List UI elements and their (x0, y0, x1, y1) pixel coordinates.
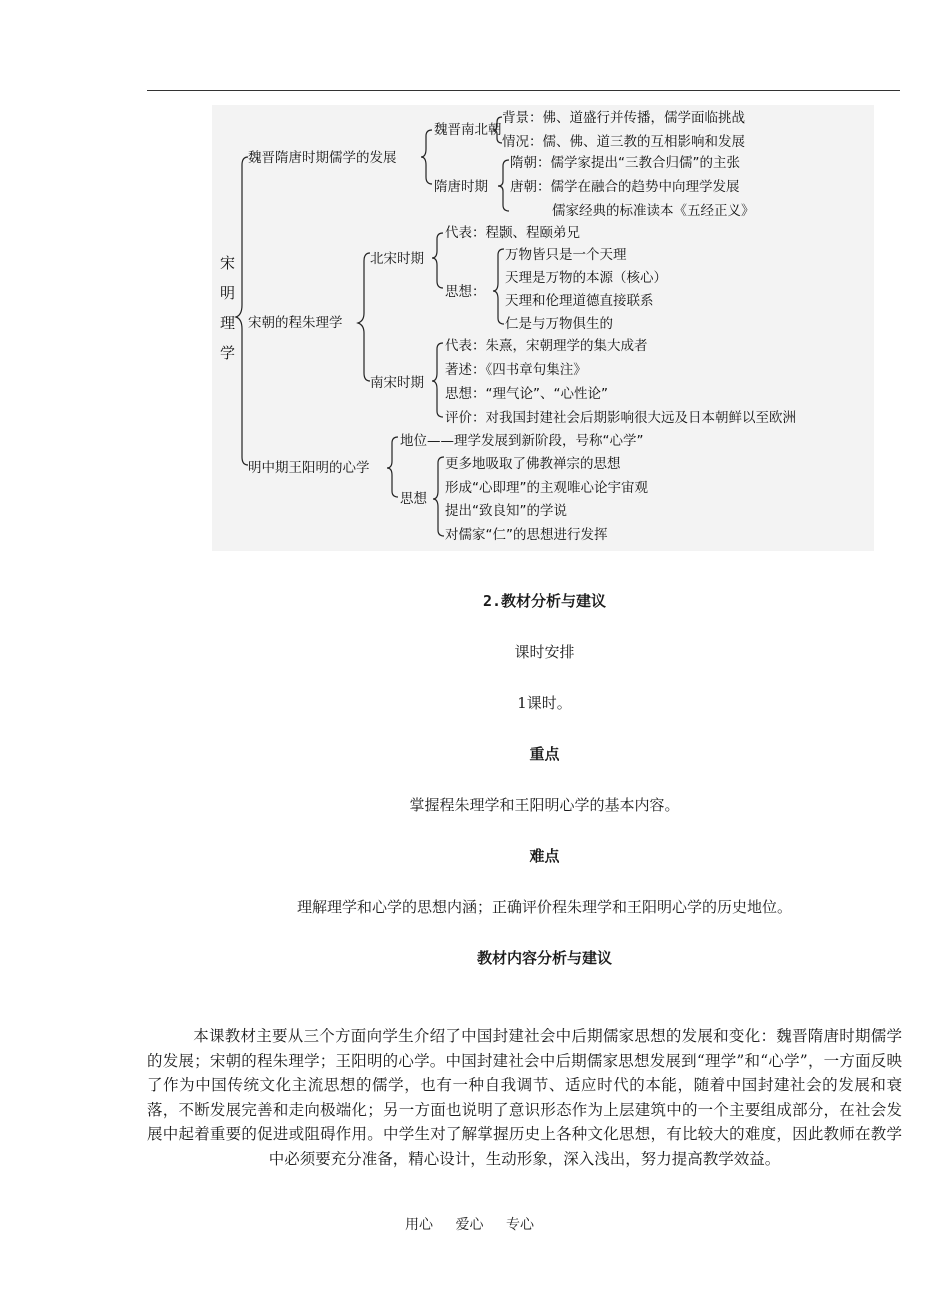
thought-text: 更多地吸取了佛教禅宗的思想 (445, 456, 621, 472)
branch3-brace (387, 437, 398, 497)
detail-text: 唐朝：儒学在融合的趋势中向理学发展 (510, 179, 740, 195)
detail-text: 背景：佛、道盛行并传播，儒学面临挑战 (502, 110, 745, 126)
branch2-brace (358, 253, 370, 381)
analysis-paragraph (147, 1024, 902, 1171)
header-rule (147, 90, 900, 91)
sub-brace (432, 233, 443, 288)
section-title: 2.教材分析与建议 (482, 592, 607, 610)
thought-text: 仁是与万物俱生的 (505, 316, 613, 332)
difficulty-label: 难点 (529, 847, 560, 865)
root-char: 明 (220, 284, 236, 302)
analysis-label: 教材内容分析与建议 (476, 949, 612, 967)
branch-label: 宋朝的程朱理学 (248, 315, 343, 331)
concept-diagram-svg (212, 105, 874, 551)
sub-brace (432, 343, 443, 417)
thought-brace (493, 249, 504, 324)
schedule-label: 课时安排 (514, 643, 575, 661)
difficulty-text: 理解理学和心学的思想内涵；正确评价程朱理学和王阳明心学的历史地位。 (296, 898, 792, 916)
thought-text: 天理和伦理道德直接联系 (505, 293, 654, 309)
footer (147, 1214, 792, 1234)
detail-text: 思想： (445, 284, 486, 300)
detail-text: 著述：《四书章句集注》 (445, 362, 587, 378)
detail-text: 思想：“理气论”、“心性论” (445, 386, 608, 402)
sub-label: 北宋时期 (370, 251, 424, 267)
thought-brace (433, 457, 444, 536)
key-text: 掌握程朱理学和王阳明心学的基本内容。 (409, 796, 680, 814)
thought-text: 天理是万物的本源（核心） (505, 270, 667, 286)
sub-label: 隋唐时期 (434, 179, 488, 195)
detail-text: 评价：对我国封建社会后期影响很大远及日本朝鲜以至欧洲 (445, 410, 796, 426)
root-char: 宋 (220, 254, 236, 272)
concept-diagram (212, 105, 874, 551)
detail-text: 地位——理学发展到新阶段，号称“心学” (400, 433, 644, 449)
detail-text: 儒家经典的标准读本《五经正义》 (552, 203, 755, 219)
thought-text: 万物皆只是一个天理 (505, 247, 627, 263)
branch1-brace (421, 130, 432, 184)
key-label: 重点 (529, 745, 560, 763)
detail-text: 隋朝：儒学家提出“三教合归儒”的主张 (510, 155, 740, 171)
schedule-value: 1课时。 (517, 694, 572, 712)
sub-label: 魏晋南北朝 (434, 122, 502, 138)
sub-brace (498, 160, 509, 211)
main-brace (236, 157, 248, 465)
detail-text: 情况：儒、佛、道三教的互相影响和发展 (502, 134, 745, 150)
footer-word: 专心 (505, 1217, 534, 1233)
branch-label: 明中期王阳明的心学 (248, 460, 370, 476)
detail-text: 代表：程颢、程颐弟兄 (445, 225, 580, 241)
detail-text: 代表：朱熹，宋朝理学的集大成者 (445, 338, 648, 354)
thought-text: 形成“心即理”的主观唯心论宇宙观 (445, 480, 648, 496)
footer-word: 用心 (405, 1217, 434, 1233)
thought-text: 提出“致良知”的学说 (445, 503, 567, 519)
thought-text: 对儒家“仁”的思想进行发挥 (445, 527, 608, 543)
footer-word: 爱心 (455, 1217, 484, 1233)
sub-label: 思想 (400, 491, 427, 507)
root-char: 学 (220, 344, 236, 362)
root-char: 理 (220, 314, 236, 332)
sub-label: 南宋时期 (370, 375, 424, 391)
analysis-text: 本课教材主要从三个方面向学生介绍了中国封建社会中后期儒家思想的发展和变化：魏晋隋唐时期儒学的发展；宋朝的程朱理学；王阳明的心学。中国封建社会中后期儒家思想发展到“理学”和“心学”，一方面反映了作为中国传统文化主流思想的儒学，也有一种自我调节、适应时代的本能，随着中国封建社会的发展和衰落，不断发展完善和走向极端化；另一方面也说明了意识形态作为上层建筑中的一个主要组成部分，在社会发展中起着重要的促进或阻碍作用。中学生对了解掌握历史上各种文化思想，有比较大的难度，因此教师在教学中必须要充分准备，精心设计，生动形象，深入浅出，努力提高教学效益。 (147, 1027, 902, 1168)
branch-label: 魏晋隋唐时期儒学的发展 (248, 150, 397, 166)
